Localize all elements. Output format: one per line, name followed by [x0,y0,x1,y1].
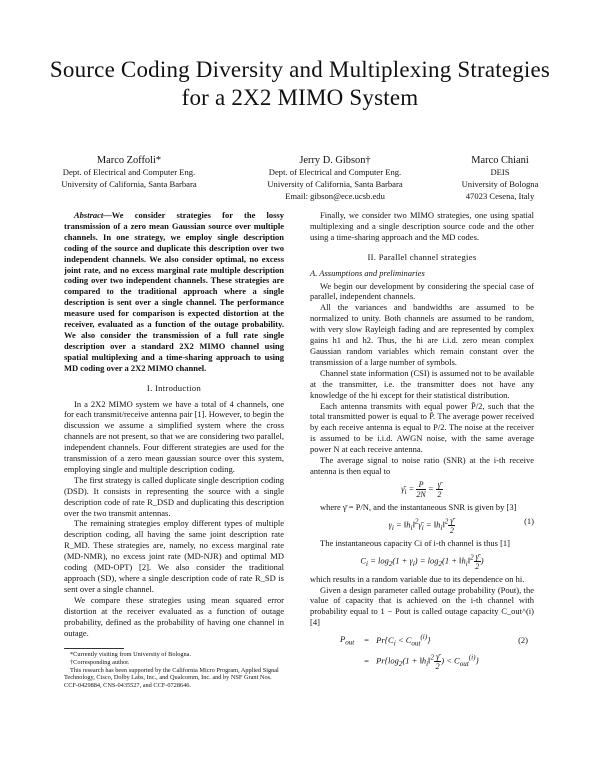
author-block-3 [430,154,570,202]
author-affiliation: Dept. of Electrical and Computer Eng. [62,167,196,177]
right-column [310,210,534,675]
footnotes [64,651,284,689]
author-name: Jerry D. Gibson† [299,155,371,166]
abstract [64,210,284,374]
author-affiliation: University of California, Santa Barbara [267,178,403,189]
right-paragraph-6: where γ̄ = P/N, and the instantaneous SNR is given by [3] [320,501,517,512]
equation-number-2: (2) [518,635,528,646]
author-name: Marco Zoffoli* [96,155,162,166]
right-paragraph-9: Given a design parameter called outage probability (Pout), the value of capacity that is achieved on the i-th channel with probability equal to 1 − Pout is called outage capacity C_out^(i) [4] [310,584,534,628]
section-heading-introduction: I. Introduction [146,382,202,393]
equation-capacity: $C_i = \log_2(1 + \gamma_i) = \log_2(1$ + $‖h_i‖^2$ $\frac{\gammā}{2}$ ) [360,551,484,571]
equation-avg-snr: $\gammā_i$ = $\frac{P}{2N}$ = $\frac{\gammā}{2}$ [401,479,442,499]
section-heading-parallel: II. Parallel channel strategies [367,251,477,262]
right-paragraph-7: The instantaneous capacity Ci of i-th channel is thus [1] [320,537,511,548]
right-paragraph-1: We begin our development by considering the special case of parallel, independent channels. [310,280,534,302]
intro-paragraph-3: The remaining strategies employ different types of multiple description coding, all having the same joint description rate R_MD. These strategies are, namely, no excess marginal rate (MD-NMR), no excess joint rate (MD-NJR) and optimal MD coding (MD-OPT) [2]. We also consider the traditional approach (SD), where a single description code of rate R_SD is sent over a single channel. [64,518,284,594]
right-paragraph-2: All the variances and bandwidths are assumed to be normalized to unity. Both channels are assumed to be random, with very slow Rayleigh fading and are represented by complex gains h1 and h2. Thus, the hi are i.i.d. zero mean complex Gaussian random variables which remain constant over the transmission of a large number of symbols. [310,302,534,367]
right-paragraph-0: Finally, we consider two MIMO strategies, one using spatial multiplexing and a single description source code and the other using a time-sharing approach and the MD codes. [310,210,534,242]
intro-paragraph-1: In a 2X2 MIMO system we have a total of 4 channels, one for each transmit/receive antenna pair [1]. However, to begin the discussion we assume a simplified system where the cross channels are not present, so that we are considering two parallel, independent channels. Four different strategies are used for the transmission of a zero mean gaussian source over this system, employing single and multiple description coding. [64,398,284,474]
equation-1: $\gamma_i$ = $‖h_i‖^2\gammā_i$ = $‖h_i‖^2$ $\frac{\gammā}{2}$ (1) [388,515,534,535]
intro-paragraph-4: We compare these strategies using mean squared error distortion at the receiver evaluated as a function of outage probability, defined as the probability of having one channel in outage. [64,594,284,638]
author-email: Email: gibson@ece.ucsb.edu [285,190,385,201]
author-block-2 [240,154,430,202]
footnote-3: This research has been supported by the California Micro Program, Applied Signal Technology, Cisco, Dolby Labs, Inc., and Qualcomm, Inc. and by NSF Grant Nos. CCF-0429884, CNS-0435527, and CCF-0728646. [64,666,279,689]
author-affiliation: University of California, Santa Barbara [61,178,197,189]
intro-paragraph-2: The first strategy is called duplicate single description coding (DSD). It consists in representing the source with a single description code of rate R_DSD and duplicating this description over the two transmit antennas. [64,474,284,518]
author-affiliation: DEIS [490,167,510,177]
author-affiliation: Dept. of Electrical and Computer Eng. [268,167,402,177]
author-name: Marco Chiani [471,155,529,166]
right-paragraph-8: which results in a random variable due to its dependence on hi. [310,573,525,584]
footnote-rule [64,648,124,649]
footnote-1: *Currently visiting from University of Bologna. [70,651,192,659]
footnote-2: †Corresponding author. [70,659,130,667]
left-column [64,210,284,689]
paper-title: Source Coding Diversity and Multiplexing Strategies for a 2X2 MIMO System [49,57,551,110]
abstract-text: —We consider strategies for the lossy transmission of a zero mean Gaussian source over multiple channels. In one strategy, we employ single description coding of the source and duplicate this description over two independent channels. We also consider optimal, no excess joint rate, and no excess marginal rate multiple description coding over two independent channels. These strategies are compared to the traditional approach where a single description is sent over a single channel. The performance measure used for comparison is expected distortion at the receiver, evaluated as a function of the outage probability. We also consider the transmission of a full rate single description over a standard 2X2 MIMO channel using spatial multiplexing and a time-sharing approach to using MD coding over a 2X2 MIMO channel. [64,210,284,373]
abstract-label: Abstract [74,210,104,220]
author-affiliation: University of Bologna [461,178,539,189]
equation-number-1: (1) [524,515,534,526]
equation-2: $P_{out}$ = $Pr\{C_i < C_{out}^{(i)}\}$ (2) = $Pr\{\log_2(1$ + $‖h_i‖^2$ $\frac{\gammā}{2}$ ) < $C_{out}^{(i)}$} [340,633,528,671]
author-affiliation: 47023 Cesena, Italy [465,190,535,201]
author-block-1 [44,154,214,191]
right-paragraph-4: Each antenna transmits with equal power P̄/2, such that the total transmitted power is equal to P̄. The average power received by each receive antenna is equal to P/2. The noise at the receiver is assumed to be i.i.d. AWGN noise, with the same average power N at each receive antenna. [310,400,534,455]
right-paragraph-5: The average signal to noise ratio (SNR) at the i-th receive antenna is then equal to [310,455,534,476]
right-paragraph-3: Channel state information (CSI) is assumed not to be available at the transmitter, i.e. the transmitter does not have any knowledge of the hi except for their statistical distribution. [310,367,534,400]
subsection-heading-a: A. Assumptions and preliminaries [310,267,425,278]
